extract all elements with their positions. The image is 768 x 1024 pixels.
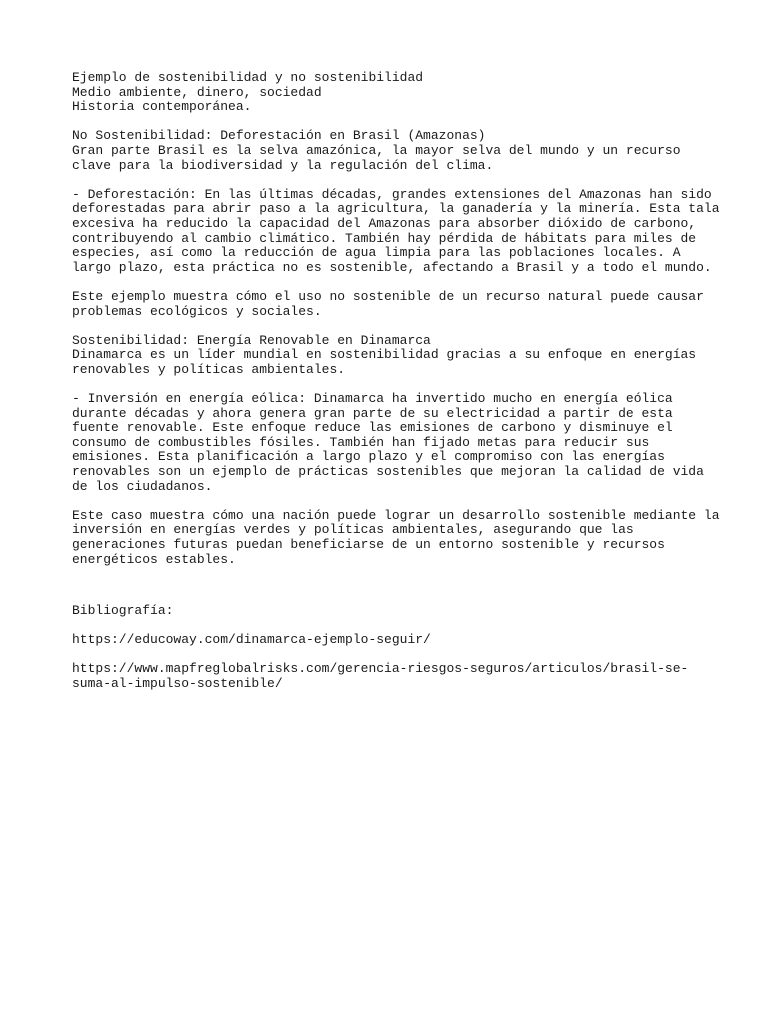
paragraph-line: Dinamarca es un líder mundial en sostenibilidad gracias a su enfoque en energías: [72, 347, 697, 363]
paragraph-line: renovables y políticas ambientales.: [72, 361, 346, 377]
section-brasil-point: [72, 186, 720, 276]
paragraph-line: de los ciudadanos.: [72, 478, 213, 494]
bibliography-heading-block: [72, 604, 712, 619]
header-subject: Historia contemporánea.: [72, 99, 252, 115]
bibliography-heading: Bibliografía:: [72, 602, 174, 618]
paragraph-line: inversión en energías verdes y políticas ambientales, asegurando que las: [72, 522, 634, 538]
paragraph-line: - Inversión en energía eólica: Dinamarca ha invertido mucho en energía eólica: [72, 391, 673, 407]
paragraph-line: consumo de combustibles fósiles. También han fijado metas para reducir sus: [72, 434, 650, 450]
section-dinamarca-intro: [72, 334, 712, 378]
bibliography-link-mapfre-continued[interactable]: suma-al-impulso-sostenible/: [72, 675, 283, 691]
bibliography-link-mapfre[interactable]: https://www.mapfreglobalrisks.com/gerencia-riesgos-seguros/articulos/brasil-se-: [72, 661, 689, 677]
bibliography-entry-2: [72, 662, 712, 691]
paragraph-line: durante décadas y ahora genera gran parte de su electricidad a partir de esta: [72, 405, 673, 421]
paragraph-line: generaciones futuras puedan beneficiarse de un entorno sostenible y recursos: [72, 537, 665, 552]
paragraph-line: excesiva ha reducido la capacidad del Amazonas para absorber dióxido de carbono,: [72, 215, 697, 231]
paragraph-line: largo plazo, esta práctica no es sostenible, afectando a Brasil y a todo el mundo.: [72, 259, 712, 275]
paragraph-line: deforestadas para abrir paso a la agricultura, la ganadería y la minería. Esta tala: [72, 201, 720, 217]
section-brasil-intro: [72, 129, 712, 173]
header-topics: Medio ambiente, dinero, sociedad: [72, 84, 322, 100]
bibliography-link-educoway[interactable]: https://educoway.com/dinamarca-ejemplo-seguir/: [72, 631, 431, 647]
paragraph-line: - Deforestación: En las últimas décadas, grandes extensiones del Amazonas han sido: [72, 186, 712, 202]
paragraph-line: clave para la biodiversidad y la regulación del clima.: [72, 157, 494, 173]
section-brasil-heading: No Sostenibilidad: Deforestación en Brasil (Amazonas): [72, 128, 486, 144]
paragraph-line: Este ejemplo muestra cómo el uso no sostenible de un recurso natural puede causar: [72, 288, 704, 304]
paragraph-line: renovables son un ejemplo de prácticas sostenibles que mejoran la calidad de vida: [72, 464, 704, 480]
paragraph-line: contribuyendo al cambio climático. También hay pérdida de hábitats para miles de: [72, 230, 697, 246]
header-title: Ejemplo de sostenibilidad y no sostenibilidad: [72, 70, 424, 85]
paragraph-line: Gran parte Brasil es la selva amazónica, la mayor selva del mundo y un recurso: [72, 142, 681, 158]
section-dinamarca-heading: Sostenibilidad: Energía Renovable en Dinamarca: [72, 332, 431, 348]
paragraph-line: energéticos estables.: [72, 551, 236, 567]
bibliography-entry-1: [72, 633, 712, 648]
paragraph-line: fuente renovable. Este enfoque reduce las emisiones de carbono y disminuye el: [72, 420, 673, 436]
section-brasil-conclusion: [72, 290, 712, 319]
paragraph-line: problemas ecológicos y sociales.: [72, 303, 322, 319]
paragraph-line: Este caso muestra cómo una nación puede lograr un desarrollo sostenible mediante la: [72, 507, 720, 523]
paragraph-line: emisiones. Esta planificación a largo plazo y el compromiso con las energías: [72, 449, 665, 465]
document-page: [72, 70, 720, 706]
section-dinamarca-conclusion: [72, 507, 720, 567]
section-dinamarca-point: [72, 392, 712, 494]
spacer: [72, 582, 712, 604]
document-header: [72, 71, 712, 115]
paragraph-line: especies, así como la reducción de agua limpia para las poblaciones locales. A: [72, 245, 681, 261]
